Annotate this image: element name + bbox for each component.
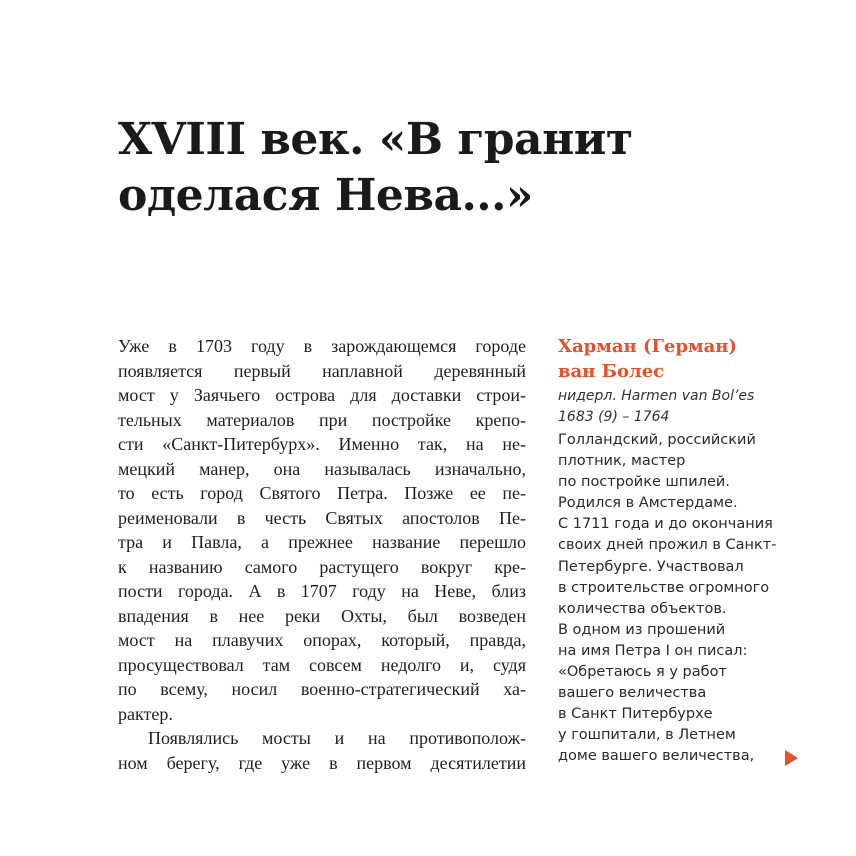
bio-line: у гошпитали, в Летнем [558, 727, 736, 744]
text-line: рактер. [118, 703, 173, 724]
text-line: Уже в 1703 году в зарождающемся городе [118, 336, 526, 356]
biography-text [558, 430, 808, 768]
bio-line: плотник, мастер [558, 453, 686, 470]
bio-line: на имя Петра I он писал: [558, 642, 748, 659]
bio-line: Голландский, российский [558, 432, 756, 448]
person-name-line: ван Болес [558, 361, 665, 382]
bio-line: по постройке шпилей. [558, 474, 730, 491]
title-line: оделася Нева...» [118, 170, 533, 221]
original-name: нидерл. Harmen van Bol’es [558, 388, 755, 404]
title-line: XVIII век. «В гранит [118, 114, 633, 165]
text-line: тра и Павла, а прежнее название перешло [118, 532, 526, 552]
bio-line: В одном из прошений [558, 621, 726, 638]
person-name-line: Харман (Герман) [558, 336, 737, 357]
bio-line: Родился в Амстердаме. [558, 495, 738, 512]
text-line: ном берегу, где уже в первом десятилетии [118, 752, 526, 773]
text-line: по всему, носил военно-стратегический ха- [118, 679, 526, 699]
text-line: просуществовал там совсем недолго и, судя [118, 654, 526, 675]
main-article-text [118, 334, 526, 775]
text-line: Появлялись мосты и на противополож- [148, 728, 526, 748]
text-line: мецкий манер, она называлась изначально, [118, 458, 526, 479]
bio-line: своих дней прожил в Санкт- [558, 537, 777, 554]
text-line: тельных материалов при постройке крепо- [118, 409, 526, 430]
text-line: реименовали в честь Святых апостолов Пе- [118, 507, 526, 528]
text-line: пости города. А в 1707 году на Неве, близ [118, 581, 526, 601]
bio-line: в строительстве огромного [558, 579, 770, 596]
bio-line: Петербурге. Участвовал [558, 558, 744, 575]
bio-line: «Обретаюсь я у работ [558, 664, 727, 681]
biography-sidebar [558, 334, 808, 768]
text-line: к названию самого растущего вокруг кре- [118, 556, 526, 577]
text-line: то есть город Святого Петра. Позже ее пе- [118, 483, 526, 503]
text-line: сти «Санкт-Питербурх». Именно так, на не- [118, 434, 526, 454]
bio-line: С 1711 года и до окончания [558, 516, 773, 533]
bio-line: доме вашего величества, [558, 748, 755, 765]
text-line: мост на плавучих опорах, который, правда, [118, 630, 526, 650]
next-page-arrow-icon[interactable] [785, 750, 798, 766]
life-years: 1683 (9) – 1764 [558, 409, 670, 425]
bio-line: вашего величества [558, 685, 707, 702]
text-line: мост у Заячьего острова для доставки строи- [118, 385, 526, 405]
page-title [118, 112, 758, 224]
text-line: появляется первый наплавной деревянный [118, 360, 526, 381]
bio-line: в Санкт Питербурхе [558, 706, 713, 723]
person-name [558, 334, 808, 384]
person-meta [558, 386, 808, 428]
bio-line: количества объектов. [558, 600, 727, 617]
text-line: впадения в нее реки Охты, был возведен [118, 605, 526, 626]
